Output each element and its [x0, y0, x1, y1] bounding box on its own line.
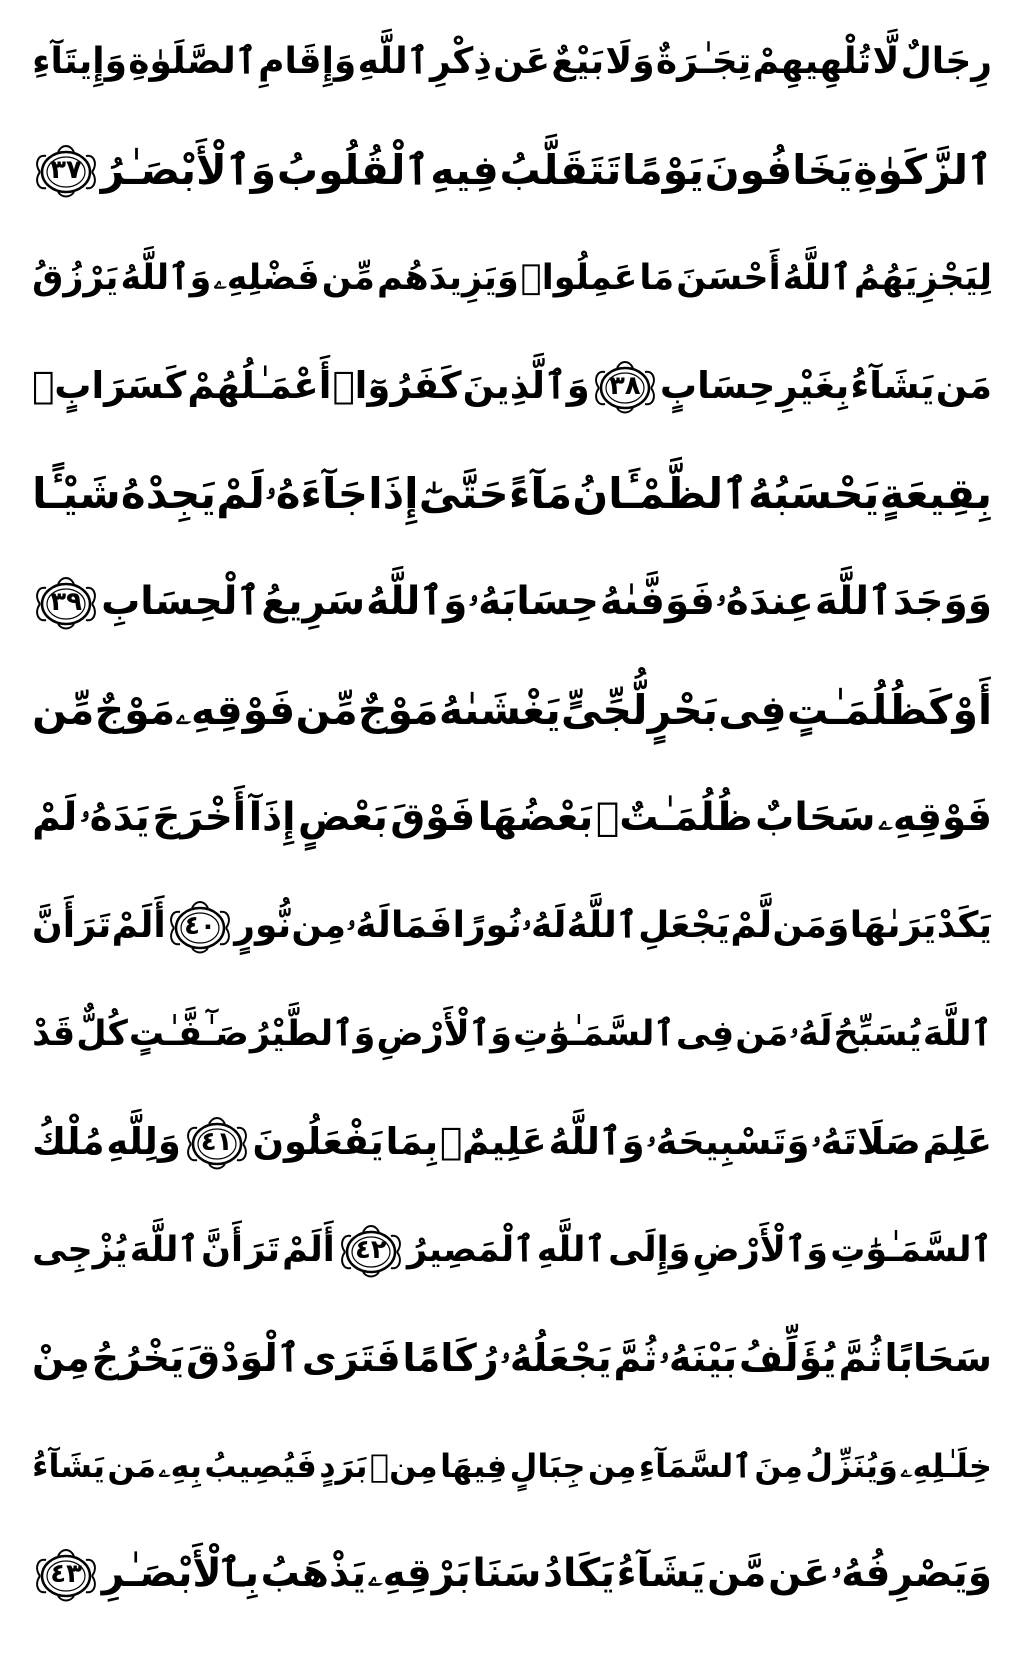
word: يَحْسَبُهُ [748, 469, 880, 518]
word: لَهُۥ [789, 1014, 833, 1054]
text-line [32, 338, 992, 434]
word: وَإِلَى [608, 1230, 691, 1270]
word: وَتَسْبِيحَهُۥ [646, 1120, 810, 1163]
word: ٱللَّهَ [129, 1230, 199, 1270]
text-line [32, 14, 992, 110]
word: وَٱلْأَرْضِ [692, 1230, 829, 1270]
text-line [32, 770, 992, 866]
word: أَلَمْ [111, 905, 166, 946]
ayah-end-marker [32, 1546, 100, 1602]
word: ثُمَّ [613, 1336, 658, 1380]
word: فَوْقِهِۦ [878, 795, 992, 840]
word: بِٱلْأَبْصَـٰرِ [101, 1551, 259, 1596]
word: بَيْعٌ [551, 41, 605, 82]
word: لُّجِّىٍّ [560, 686, 648, 734]
word: جِبَالٍ [509, 1447, 586, 1485]
word: سَحَابٌ [755, 795, 876, 840]
ayah-number: ٣٨ [608, 371, 641, 401]
text-line [32, 1094, 992, 1190]
word: يُؤَلِّفُ [739, 1336, 837, 1380]
word: مِن [291, 905, 347, 946]
word: أَخْرَجَ [152, 795, 247, 840]
word: يُزْجِى [32, 1230, 128, 1270]
word: يَغْشَىٰهُ [438, 686, 561, 734]
ayah-number: ٤٢ [354, 1235, 387, 1265]
text-line [32, 1418, 992, 1514]
word: يَكَدْ [936, 905, 992, 946]
word: وَٱلطَّيْرُ [249, 1014, 376, 1054]
word: يَجْعَلِ [638, 905, 731, 946]
word: وَٱللَّهُ [548, 1120, 645, 1163]
word: مِّن [295, 686, 358, 734]
word: فَتَرَى [301, 1336, 401, 1380]
word: أَلَمْ [282, 1230, 335, 1270]
text-line [32, 554, 992, 650]
ayah-end-marker [32, 574, 100, 630]
text-line [32, 1202, 992, 1298]
word: مَآءً [508, 469, 573, 518]
ayah-end-marker [183, 1114, 251, 1170]
word: تُلْهِيهِمْ [752, 41, 872, 82]
text-line [32, 230, 992, 326]
word: ٱلْوَدْقَ [186, 1336, 300, 1380]
word: يَشَآءُ [850, 364, 935, 407]
word: فَضْلِهِۦ [213, 258, 320, 298]
word: عَمِلُوا۟ [520, 258, 638, 298]
ayah-number: ٣٧ [50, 155, 82, 185]
word: تَرَ [245, 1230, 280, 1270]
word: تَتَقَلَّبُ [499, 146, 622, 194]
word: ٱللَّهِ [536, 1230, 606, 1270]
word: فَوْقَ [390, 795, 476, 840]
word: حِسَابَهُۥ [468, 579, 599, 624]
word: وَلِلَّهِ [106, 1120, 181, 1163]
word: فَيُصِيبُ [204, 1447, 317, 1485]
word: مِّن [32, 686, 95, 734]
word: ٱلْقُلُوبُ [276, 146, 430, 194]
word: بِغَيْرِ [776, 364, 850, 407]
word: ٱللَّهَ [814, 579, 892, 624]
word: يَكَادُ [542, 1551, 615, 1596]
word: فِى [718, 686, 787, 734]
word: بِهِۦ [158, 1447, 202, 1485]
word: ثُمَّ [838, 1336, 883, 1380]
word: ظُلُمَـٰتٌۢ [595, 795, 753, 840]
text-line [32, 446, 992, 542]
ayah-end-marker [32, 142, 100, 198]
word: سَرِيعُ [261, 579, 366, 624]
text-line [32, 1310, 992, 1406]
word: ٱلْمَصِيرُ [406, 1230, 535, 1270]
word: ٱلظَّمْـَٔانُ [572, 469, 748, 518]
word: مَن [107, 1447, 157, 1485]
word: خِلَـٰلِهِۦ [900, 1447, 992, 1485]
word: ٱلزَّكَوٰةِ [853, 146, 992, 194]
word: وَٱلْأَرْضِ [376, 1014, 513, 1054]
word: بَحْرٍ [647, 686, 719, 734]
word: لَهُۥ [522, 905, 567, 946]
word: يَوْمًا [622, 146, 704, 194]
word: ٱللَّهُ [566, 905, 638, 946]
word: ٱللَّهِ [357, 41, 429, 82]
word: ٱلْحِسَابِ [101, 579, 261, 624]
word: يَخَافُونَ [704, 146, 853, 194]
word: مَوْجٌ [358, 686, 439, 734]
word: مَن [935, 364, 992, 407]
word: وَيَصْرِفُهُۥ [831, 1551, 992, 1596]
text-line [32, 878, 992, 974]
word: بَرَدٍ [319, 1447, 368, 1485]
word: مَوْجٌ [94, 686, 176, 734]
word: يَجِدْهُ [120, 469, 217, 518]
word: كُلٌّ [76, 1014, 128, 1054]
ayah-end-marker [591, 358, 659, 414]
word: إِذَآ [248, 795, 296, 840]
word: لَهُۥ [346, 905, 391, 946]
word: أَنَّ [32, 905, 76, 946]
word: وَمَن [772, 905, 850, 946]
word: عَلِيمٌۢ [439, 1120, 547, 1163]
word: بِمَا [385, 1120, 439, 1163]
word: فِيهِ [430, 146, 499, 194]
word: عَن [768, 1551, 830, 1596]
word: مِّن [321, 258, 375, 298]
word: بَيْنَهُۥ [659, 1336, 738, 1380]
word: عَلِمَ [922, 1120, 992, 1163]
word: ٱلسَّمَـٰوَٰتِ [830, 1230, 992, 1270]
word: فَمَا [391, 905, 453, 946]
word: أَعْمَـٰلُهُمْ [187, 364, 332, 407]
word: مِنۢ [369, 1447, 438, 1485]
mushaf-page [32, 14, 992, 1646]
word: وَيَزِيدَهُم [376, 258, 519, 298]
word: يَشَآءُ [32, 1447, 106, 1485]
word: رِجَالٌ [900, 41, 992, 82]
word: وَإِيتَآءِ [32, 41, 127, 82]
word: لِيَجْزِيَهُمُ [853, 258, 992, 298]
text-line [32, 662, 992, 758]
word: ٱلسَّمَآءِ [638, 1447, 752, 1485]
text-line [32, 986, 992, 1082]
ayah-number: ٣٩ [50, 587, 82, 617]
word: عِندَهُۥ [715, 579, 814, 624]
word: فَوْقِهِۦ [175, 686, 296, 734]
word: فِى [675, 1014, 735, 1054]
word: لَمْ [216, 469, 265, 518]
word: وَٱللَّهُ [366, 579, 468, 624]
text-line [32, 1526, 992, 1622]
text-line [32, 122, 992, 218]
word: بَعْضُهَا [477, 795, 594, 840]
word: يَجْعَلُهُۥ [500, 1336, 612, 1380]
word: وَإِقَامِ [258, 41, 357, 82]
word: حَتَّىٰٓ [418, 469, 509, 518]
word: بَرْقِهِۦ [367, 1551, 471, 1596]
word: أَحْسَنَ [676, 258, 781, 298]
word: وَٱلْأَبْصَـٰرُ [100, 146, 277, 194]
word: رُكَامًا [402, 1336, 499, 1380]
word: ٱللَّهَ [922, 1014, 992, 1054]
word: وَلَا [605, 41, 655, 82]
word: أَوْ [952, 686, 992, 734]
word: كَظُلُمَـٰتٍ [786, 686, 953, 734]
word: قَدْ [32, 1014, 76, 1054]
word: أَنَّ [201, 1230, 243, 1270]
word: فِيهَا [440, 1447, 508, 1485]
word: وَٱللَّهُ [120, 258, 212, 298]
word: وَوَجَدَ [892, 579, 992, 624]
word: يَرَىٰهَا [849, 905, 937, 946]
ayah-number: ٤٣ [50, 1559, 82, 1589]
word: يَشَآءُ [616, 1551, 706, 1596]
word: يَخْرُجُ [91, 1336, 185, 1380]
word: مِنْ [32, 1336, 90, 1380]
word: كَسَرَابٍۭ [32, 364, 187, 407]
word: ٱلصَّلَوٰةِ [128, 41, 257, 82]
word: سَنَا [472, 1551, 542, 1596]
ayah-end-marker [337, 1222, 405, 1278]
word: نُّورٍ [234, 905, 292, 946]
word: وَيُنَزِّلُ [805, 1447, 898, 1485]
word: تِجَـٰرَةٌ [655, 41, 752, 82]
word: فَوَفَّىٰهُ [599, 579, 715, 624]
word: إِذَا [368, 469, 419, 518]
word: صَلَاتَهُۥ [811, 1120, 921, 1163]
word: جَآءَهُۥ [265, 469, 368, 518]
word: لَّا [872, 41, 900, 82]
word: عَن [493, 41, 551, 82]
word: تَرَ [75, 905, 112, 946]
word: بَعْضٍ [298, 795, 388, 840]
word: شَيْـًٔا [32, 469, 121, 518]
word: بِقِيعَةٍ [879, 469, 992, 518]
word: يَفْعَلُونَ [252, 1120, 384, 1163]
word: كَفَرُوٓا۟ [332, 364, 462, 407]
word: مَّن [707, 1551, 767, 1596]
word: مُلْكُ [32, 1120, 105, 1163]
word: مِن [587, 1447, 637, 1485]
word: لَّمْ [730, 905, 773, 946]
word: حِسَابٍ [659, 364, 776, 407]
ayah-end-marker [166, 898, 234, 954]
ayah-number: ٤١ [200, 1127, 233, 1157]
word: ذِكْرِ [429, 41, 492, 82]
word: سَحَابًا [884, 1336, 992, 1380]
word: وَٱلَّذِينَ [462, 364, 590, 407]
word: مِنَ [754, 1447, 803, 1485]
word: يَرْزُقُ [32, 258, 119, 298]
word: يَدَهُۥ [79, 795, 150, 840]
word: يَذْهَبُ [260, 1551, 367, 1596]
word: مَن [735, 1014, 789, 1054]
word: يُسَبِّحُ [833, 1014, 922, 1054]
word: ٱلسَّمَـٰوَٰتِ [513, 1014, 675, 1054]
word: صَـٰٓفَّـٰتٍ [128, 1014, 249, 1054]
ayah-number: ٤٠ [184, 911, 216, 941]
word: ٱللَّهُ [782, 258, 852, 298]
word: مَا [639, 258, 675, 298]
word: لَمْ [32, 795, 78, 840]
word: نُورًا [452, 905, 522, 946]
